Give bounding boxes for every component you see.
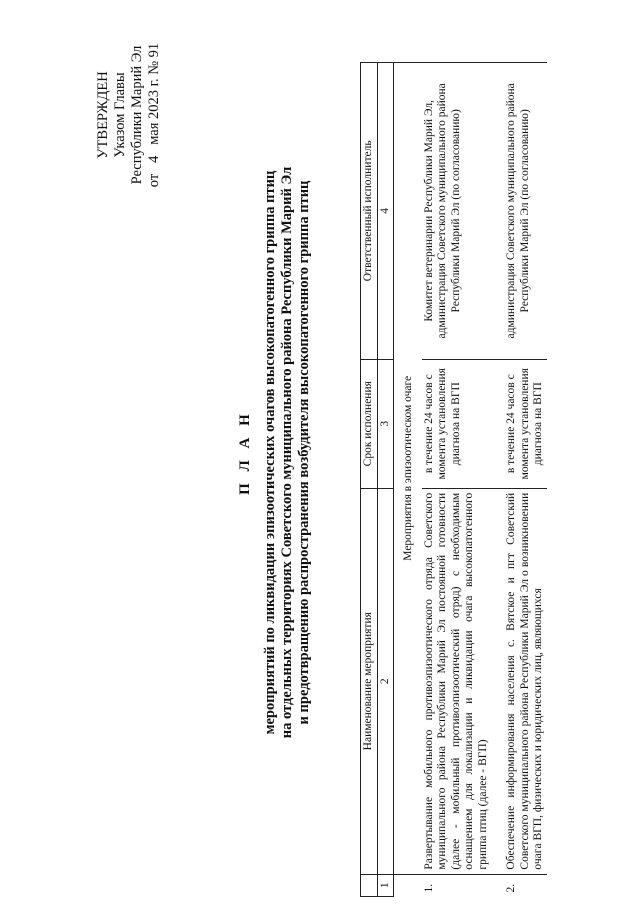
approval-line-4 <box>146 25 163 205</box>
table-row <box>422 63 492 897</box>
row-executor: администрация Советского муниципального района Республики Марий Эл (по согласованию) <box>491 63 547 360</box>
header-col-1 <box>361 874 378 896</box>
row-measure: Развертывание мобильного противоэпизоотического отряда Советского муниципального района Республики Марий Эл постоянной готовности (далее - мобильный противоэпизоотический отряд) с необходимым оснащением для локализации и ликвидации очага высокопатогенного гриппа птиц (далее - ВГП) <box>422 488 492 874</box>
row-executor: Комитет ветеринарии Республики Марий Эл, администрация Советского муниципального района Республики Марий Эл (по согласованию) <box>422 63 492 360</box>
subtitle-line-2: на отдельных территориях Советского муниципального района Республики Марий Эл <box>279 166 295 739</box>
row-deadline: в течение 24 часов с момента установления диагноза на ВГП <box>422 359 492 488</box>
document-title: П Л А Н <box>237 410 253 495</box>
col-number-1: 1 <box>377 874 394 896</box>
table-row <box>491 63 547 897</box>
approval-line-3: Республики Марий Эл <box>129 45 145 185</box>
col-number-4: 4 <box>377 63 394 360</box>
header-col-3: Срок исполнения <box>361 359 378 488</box>
header-col-2: Наименование мероприятия <box>361 488 378 874</box>
approval-date-day: 4 <box>146 155 162 163</box>
header-col-4: Ответственный исполнитель <box>361 63 378 360</box>
table-header-row <box>361 63 378 897</box>
plan-table <box>360 62 547 897</box>
approval-number: 91 <box>146 42 162 58</box>
row-number: 1. <box>422 883 435 893</box>
approval-date-rest: мая 2023 г. № <box>146 60 162 145</box>
col-number-2: 2 <box>377 488 394 874</box>
approval-date-prefix: от <box>146 173 162 188</box>
subtitle-line-3: и предотвращению распространения возбудителя высокопатогенного гриппа птиц <box>296 180 312 725</box>
col-number-3: 3 <box>377 359 394 488</box>
section-row <box>394 63 422 897</box>
row-deadline: в течение 24 часов с момента установления диагноза на ВГП <box>491 359 547 488</box>
document-subtitle <box>262 60 313 845</box>
section-heading: Мероприятия в эпизоотическом очаге <box>394 63 422 875</box>
subtitle-line-1: мероприятий по ликвидации эпизоотических очагов высокопатогенного гриппа птиц <box>262 170 278 735</box>
approval-line-2: Указом Главы <box>112 72 128 158</box>
row-number: 2. <box>505 883 517 893</box>
table-number-row <box>377 63 394 897</box>
approval-line-1: УТВЕРЖДЕН <box>95 71 111 159</box>
row-measure: Обеспечение информирования населения с. Вятское и пгт Советский Советского муниципального района Республики Марий Эл о возникновении очага ВГП, физических и юридических лиц, являющихся <box>491 488 547 874</box>
approval-stamp <box>95 25 163 205</box>
